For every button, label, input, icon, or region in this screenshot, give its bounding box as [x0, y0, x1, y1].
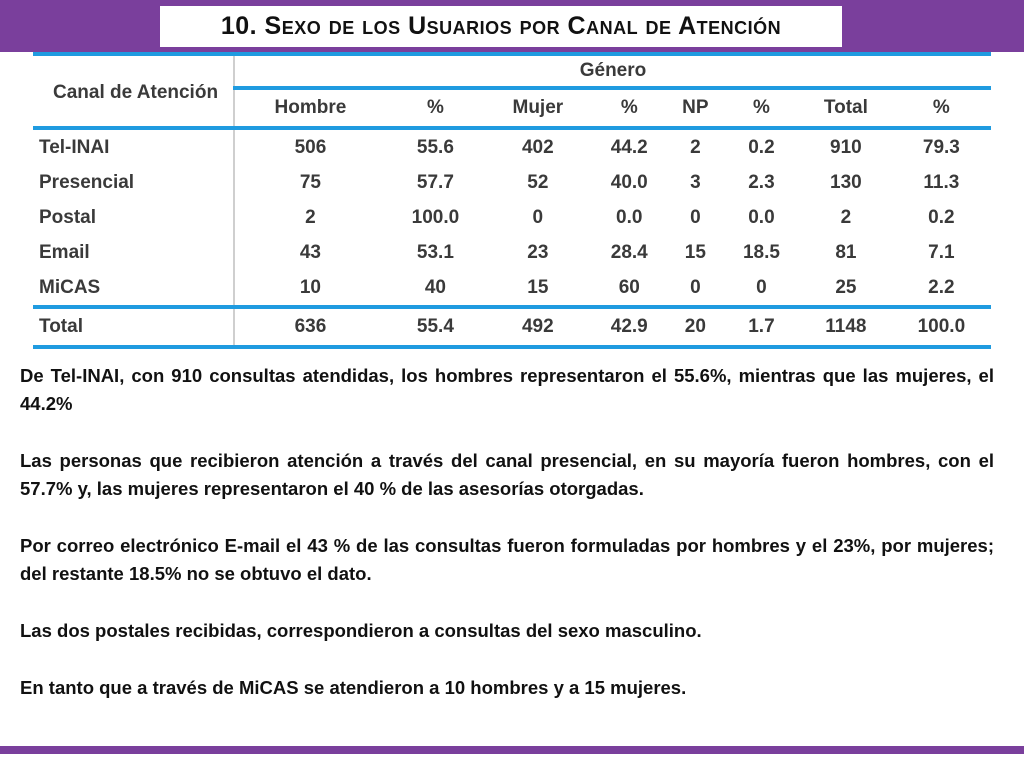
table-cell: 81 [835, 241, 857, 263]
table-row [33, 200, 991, 235]
column-header: % [892, 88, 991, 128]
table-cell: 636 [234, 307, 386, 347]
table-cell: 506 [294, 136, 327, 158]
table-cell: 55.4 [386, 307, 485, 347]
table-cell: 100.0 [411, 206, 460, 228]
header-genero: Género [579, 60, 647, 81]
bottom-bar [0, 746, 1024, 754]
paragraph: Las dos postales recibidas, correspondieron a consultas del sexo masculino. [20, 620, 702, 641]
table-cell: 3 [690, 171, 701, 193]
table-cell: 20 [668, 307, 723, 347]
column-header: Mujer [485, 88, 591, 128]
table-row [33, 270, 991, 307]
table-cell: 18.5 [742, 241, 780, 263]
table-cell: 23 [527, 241, 549, 263]
row-label: Tel-INAI [33, 128, 234, 165]
table-cell: 43 [299, 241, 321, 263]
row-label: Email [33, 235, 234, 270]
table-cell: 2 [840, 206, 852, 228]
table-cell: 75 [299, 171, 321, 193]
column-header: Total [800, 88, 892, 128]
table-row [33, 235, 991, 270]
table-cell: 7.1 [928, 241, 955, 263]
table-cell: 402 [521, 136, 554, 158]
table-cell: 10 [299, 276, 321, 298]
table-cell: 79.3 [922, 136, 960, 158]
table-cell: 1.7 [723, 307, 800, 347]
column-header: Hombre [234, 88, 386, 128]
table-cell: 0 [532, 206, 544, 228]
table-cell: 28.4 [610, 241, 648, 263]
table-cell: 15 [684, 241, 706, 263]
table-cell: 0.2 [928, 206, 955, 228]
column-header: NP [668, 88, 723, 128]
table-cell: 60 [618, 276, 640, 298]
table-total-row [33, 307, 991, 347]
table-cell: 2.3 [748, 171, 775, 193]
row-label: Presencial [33, 165, 234, 200]
header-canal: Canal de Atención [33, 54, 234, 128]
table-cell: 0 [756, 276, 767, 298]
paragraph: De Tel-INAI, con 910 consultas atendidas, los hombres representaron el 55.6%, mientras que las mujeres, el 44.2% [20, 365, 994, 414]
column-header: % [386, 88, 485, 128]
table-cell: 0 [690, 276, 701, 298]
table-cell: 0.0 [616, 206, 643, 228]
table-cell: 55.6 [416, 136, 454, 158]
paragraph: En tanto que a través de MiCAS se atendieron a 10 hombres y a 15 mujeres. [20, 677, 687, 698]
data-table-wrap [33, 52, 991, 354]
table-row [33, 165, 991, 200]
table-cell: 2 [690, 136, 701, 158]
row-label: Postal [33, 200, 234, 235]
slide-title: 10. Sexo de los Usuarios por Canal de Atención [220, 12, 782, 40]
paragraph: Las personas que recibieron atención a través del canal presencial, en su mayoría fueron hombres, con el 57.7% y, las mujeres representaron el 40 % de las asesorías otorgadas. [20, 450, 994, 499]
table-cell: 492 [485, 307, 591, 347]
body-text [20, 362, 994, 731]
table-cell: 44.2 [610, 136, 648, 158]
table-row [33, 128, 991, 165]
table-cell: 57.7 [416, 171, 454, 193]
column-header: % [723, 88, 800, 128]
table-cell: 100.0 [892, 307, 991, 347]
table-cell: 40.0 [610, 171, 648, 193]
paragraph: Por correo electrónico E-mail el 43 % de las consultas fueron formuladas por hombres y el 23%, por mujeres; del restante 18.5% no se obtuvo el dato. [20, 535, 994, 584]
table-cell: 2 [305, 206, 316, 228]
row-label: Total [33, 307, 234, 347]
title-box [160, 6, 842, 47]
table-cell: 2.2 [928, 276, 955, 298]
table-cell: 52 [527, 171, 549, 193]
table-cell: 15 [527, 276, 549, 298]
row-label: MiCAS [33, 270, 234, 307]
table-cell: 130 [830, 171, 862, 193]
table-cell: 0 [690, 206, 701, 228]
table-cell: 910 [830, 136, 862, 158]
table-cell: 40 [424, 276, 446, 298]
table-header-row-1 [33, 54, 991, 88]
table-cell: 42.9 [591, 307, 668, 347]
table-cell: 11.3 [923, 171, 960, 193]
table-cell: 25 [835, 276, 857, 298]
data-table [33, 52, 991, 349]
column-header: % [591, 88, 668, 128]
table-cell: 53.1 [416, 241, 454, 263]
table-cell: 1148 [800, 307, 892, 347]
table-cell: 0.0 [748, 206, 775, 228]
table-cell: 0.2 [748, 136, 775, 158]
